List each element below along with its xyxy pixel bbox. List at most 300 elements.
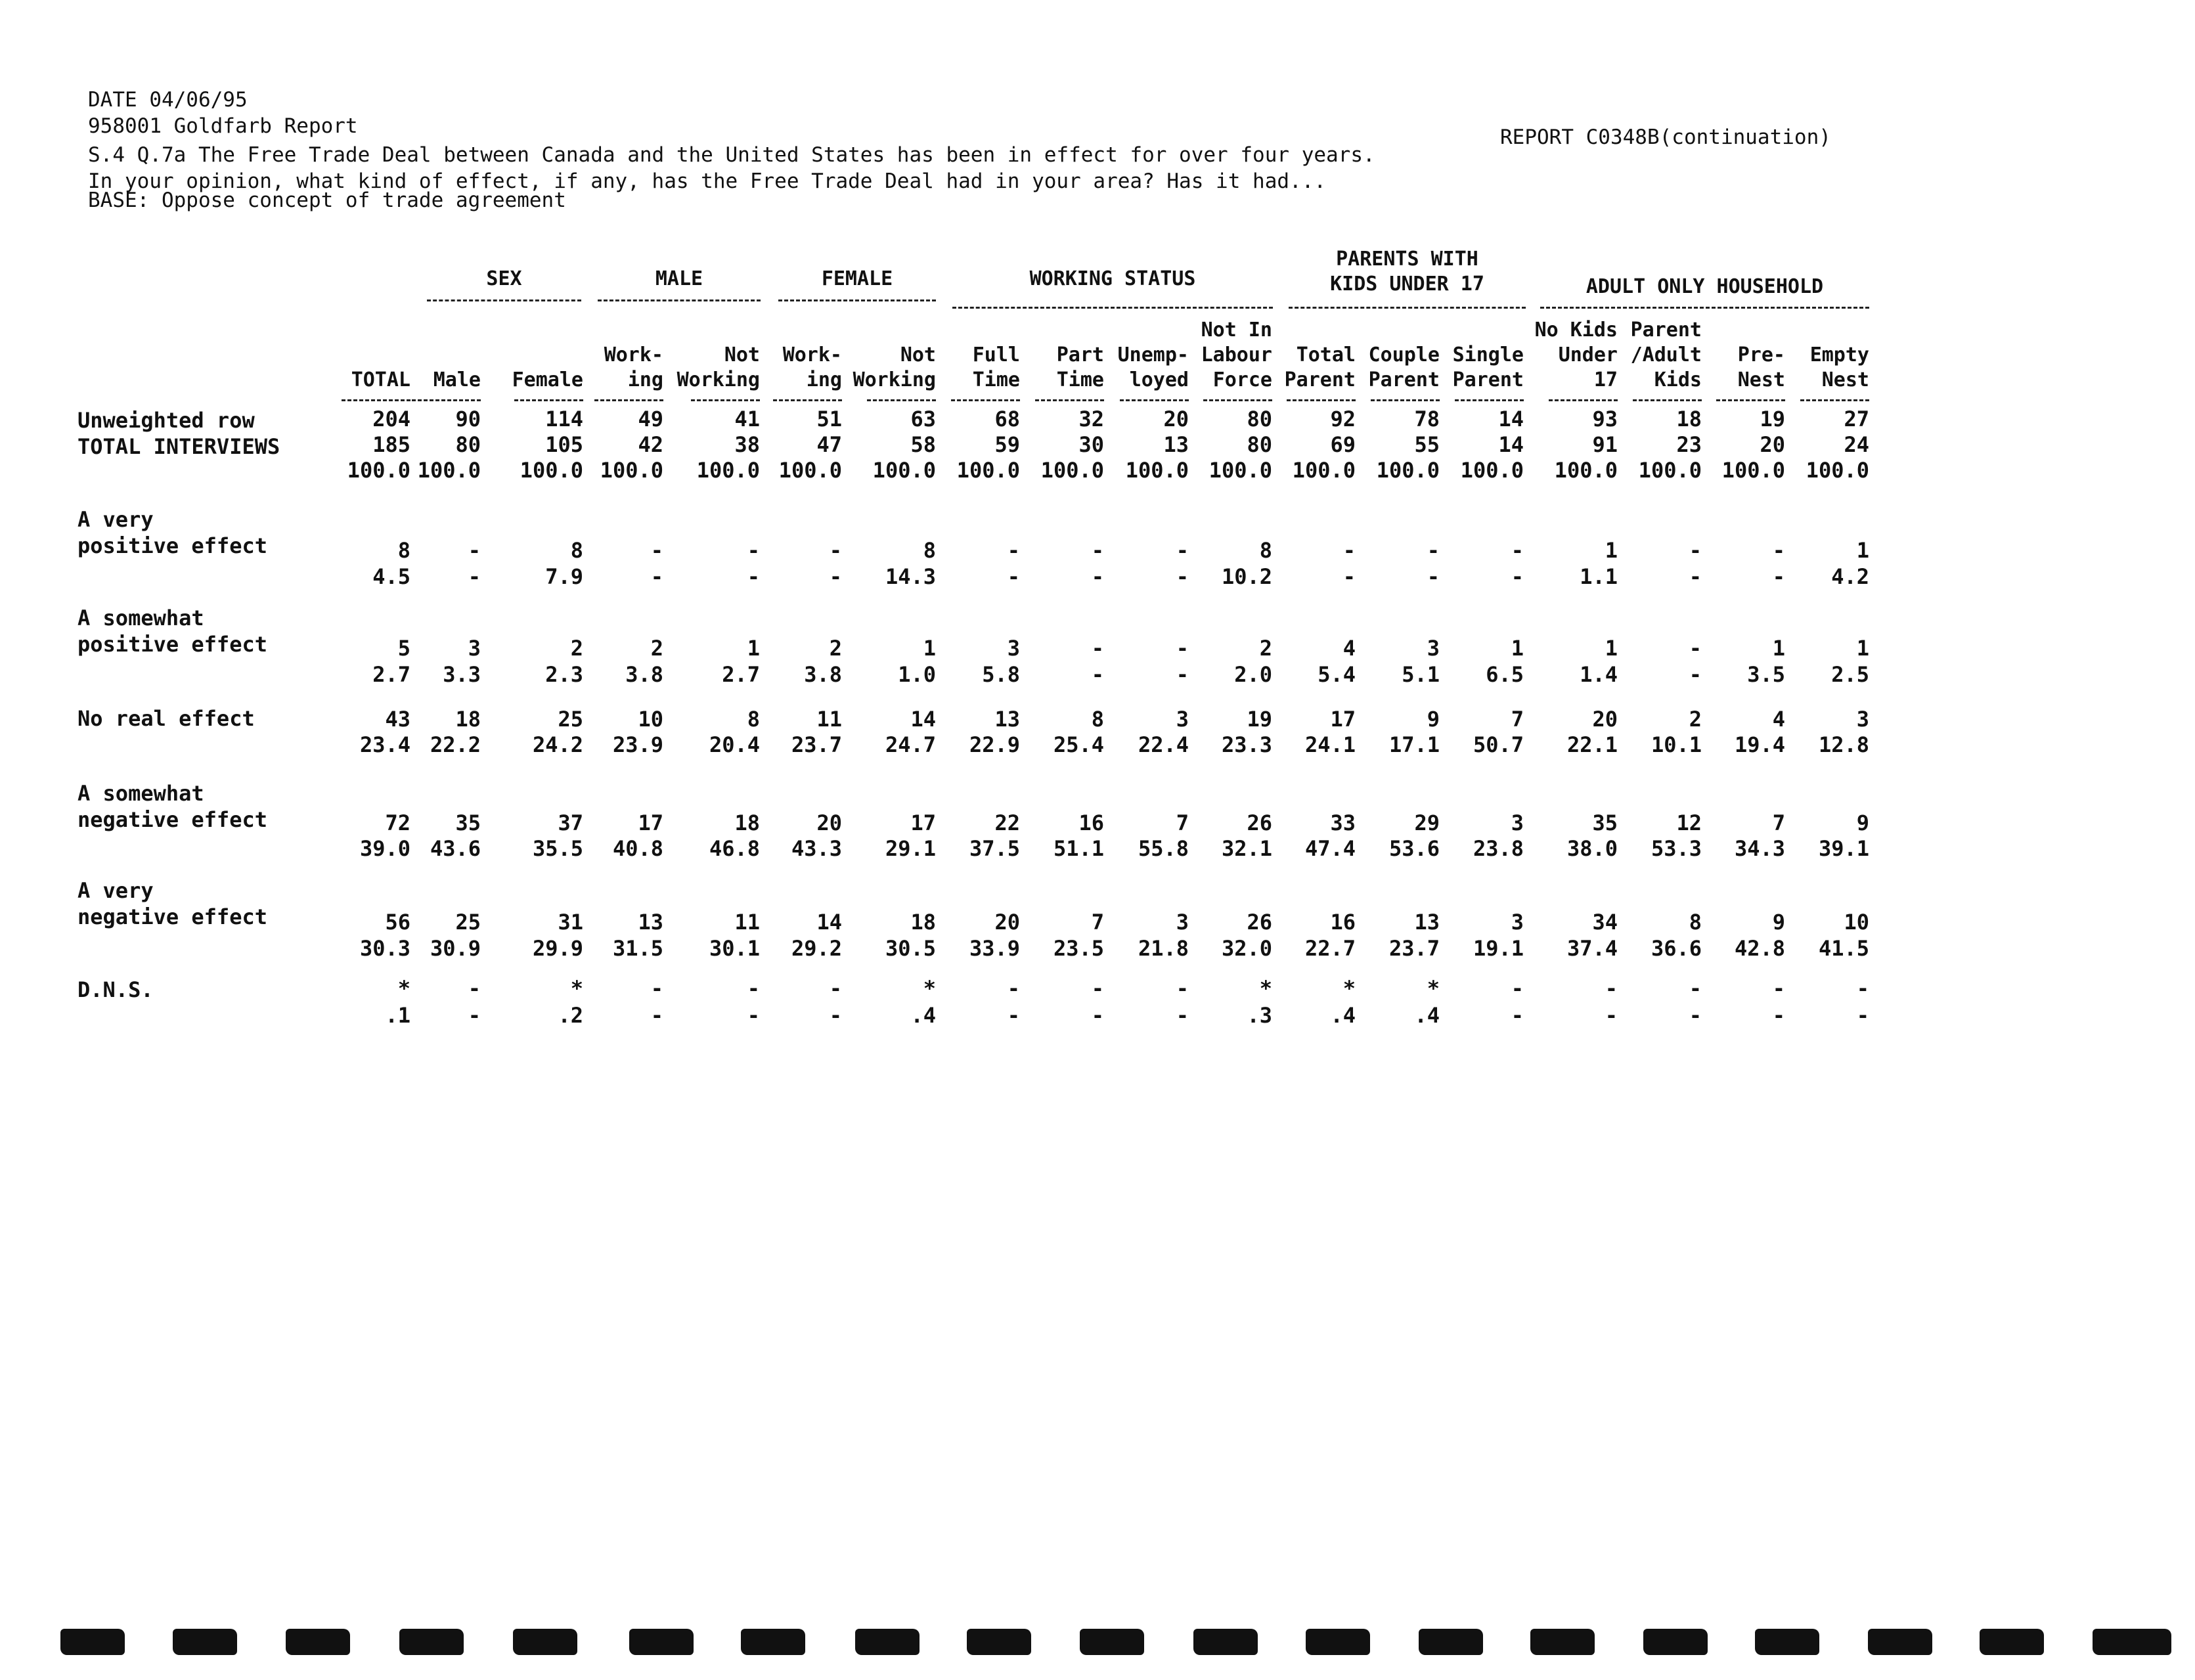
table-cell: 2 <box>1259 636 1272 661</box>
column-header-line: Nest <box>1737 368 1785 391</box>
table-cell: 2.7 <box>372 662 410 687</box>
column-header-line: Not <box>900 343 936 366</box>
column-header-line: No Kids <box>1534 319 1618 342</box>
table-cell: 2 <box>650 636 663 661</box>
table-cell: - <box>1427 538 1440 563</box>
table-cell: 34 <box>1592 910 1618 935</box>
table-cell: 37 <box>558 810 583 835</box>
table-cell: 80 <box>455 432 481 457</box>
table-cell: 30.5 <box>885 936 936 961</box>
table-cell: - <box>650 1003 663 1028</box>
table-cell: 23.9 <box>612 732 663 757</box>
table-cell: 13 <box>994 707 1020 732</box>
table-cell: - <box>468 1003 481 1028</box>
table-cell: - <box>1689 538 1702 563</box>
row-label-line: positive effect <box>78 533 267 558</box>
table-cell: 14 <box>910 707 936 732</box>
table-cell: 42.8 <box>1734 936 1785 961</box>
row-label <box>78 877 267 930</box>
table-cell: - <box>1689 636 1702 661</box>
binding-mark <box>1530 1629 1595 1655</box>
table-cell: * <box>570 976 583 1001</box>
table-cell: 1.1 <box>1580 564 1618 589</box>
group-header: MALE <box>655 267 703 290</box>
table-cell: 1 <box>1772 636 1785 661</box>
binding-mark <box>1868 1629 1932 1655</box>
table-cell: 80 <box>1247 432 1272 457</box>
table-cell: 30.9 <box>430 936 481 961</box>
column-header-line: Pre- <box>1737 343 1785 366</box>
table-cell: 19 <box>1247 707 1272 732</box>
row-label <box>78 705 255 732</box>
table-cell: 19.1 <box>1473 936 1524 961</box>
table-cell: 2 <box>829 636 842 661</box>
table-cell: 8 <box>747 707 760 732</box>
question-line-1: S.4 Q.7a The Free Trade Deal between Canada and the United States has been in effect for over four years. <box>88 143 1375 167</box>
group-header: ADULT ONLY HOUSEHOLD <box>1585 275 1824 298</box>
table-cell: 5 <box>397 636 410 661</box>
table-cell: 204 <box>372 407 410 431</box>
table-cell: 41.5 <box>1818 936 1869 961</box>
table-cell: 8 <box>1689 910 1702 935</box>
table-cell: * <box>397 976 410 1001</box>
table-cell: 23.4 <box>359 732 410 757</box>
table-cell: 35.5 <box>532 836 583 861</box>
table-cell: 8 <box>1259 538 1272 563</box>
table-cell: * <box>923 976 936 1001</box>
table-cell: 26 <box>1247 810 1272 835</box>
table-cell: 13 <box>1414 910 1440 935</box>
table-cell: - <box>1176 538 1189 563</box>
column-header-line: Single <box>1452 343 1524 366</box>
table-cell: 22.9 <box>969 732 1020 757</box>
column-header-line: Force <box>1212 368 1272 391</box>
row-label-line: A somewhat <box>78 781 204 806</box>
table-cell: 100.0 <box>1125 458 1189 483</box>
binding-mark <box>286 1629 350 1655</box>
table-cell: .4 <box>910 1003 936 1028</box>
column-header-line: TOTAL <box>351 368 410 391</box>
table-cell: 3.3 <box>443 662 481 687</box>
table-cell: 2.0 <box>1234 662 1272 687</box>
table-cell: 11 <box>734 910 760 935</box>
table-cell: .2 <box>558 1003 583 1028</box>
table-cell: 32.0 <box>1221 936 1272 961</box>
table-cell: 92 <box>1330 407 1356 431</box>
table-cell: 31 <box>558 910 583 935</box>
report-id: REPORT C0348B(continuation) <box>1500 125 1831 149</box>
table-cell: 5.4 <box>1318 662 1356 687</box>
table-cell: 33.9 <box>969 936 1020 961</box>
table-cell: 42 <box>638 432 663 457</box>
table-cell: 100.0 <box>347 458 410 483</box>
table-cell: 17.1 <box>1388 732 1440 757</box>
table-cell: 14.3 <box>885 564 936 589</box>
table-cell: 49 <box>638 407 663 431</box>
table-cell: 17 <box>1330 707 1356 732</box>
table-cell: 29 <box>1414 810 1440 835</box>
table-cell: - <box>1427 564 1440 589</box>
column-header-rule <box>691 399 760 401</box>
column-header-line: Unemp- <box>1117 343 1189 366</box>
table-cell: - <box>1511 564 1524 589</box>
column-header-rule <box>1287 399 1356 401</box>
table-cell: - <box>1605 1003 1618 1028</box>
table-cell: - <box>747 564 760 589</box>
column-header-line: Time <box>1056 368 1104 391</box>
table-cell: 100.0 <box>1460 458 1524 483</box>
table-cell: 4.5 <box>372 564 410 589</box>
table-cell: 53.3 <box>1651 836 1702 861</box>
table-cell: 3 <box>1176 910 1189 935</box>
column-header-rule <box>1549 399 1618 401</box>
column-header-line: Work- <box>782 343 842 366</box>
table-cell: 38 <box>734 432 760 457</box>
table-cell: 23.7 <box>1388 936 1440 961</box>
column-header-line: Couple <box>1368 343 1440 366</box>
column-header-line <box>369 343 481 368</box>
table-cell: 7 <box>1511 707 1524 732</box>
binding-mark <box>1755 1629 1819 1655</box>
column-header-line: Not In <box>1201 319 1272 342</box>
table-cell: 51 <box>816 407 842 431</box>
table-cell: 7 <box>1772 810 1785 835</box>
row-label <box>78 605 267 657</box>
column-header-line: Part <box>1056 343 1104 366</box>
table-cell: 68 <box>994 407 1020 431</box>
table-cell: 38.0 <box>1566 836 1618 861</box>
table-cell: 63 <box>910 407 936 431</box>
table-cell: 100.0 <box>1208 458 1272 483</box>
binding-mark <box>1643 1629 1708 1655</box>
table-cell: 27 <box>1844 407 1869 431</box>
table-cell: - <box>650 538 663 563</box>
row-label <box>78 977 154 1003</box>
table-cell: 14 <box>1498 432 1524 457</box>
column-header-line: Work- <box>604 343 663 366</box>
table-cell: - <box>829 976 842 1001</box>
table-cell: * <box>1427 976 1440 1001</box>
column-header-line <box>369 318 481 343</box>
table-cell: 18 <box>455 707 481 732</box>
table-cell: 1 <box>1856 538 1869 563</box>
row-label-line: No real effect <box>78 706 255 731</box>
column-header-line: Nest <box>1821 368 1869 391</box>
table-cell: - <box>1856 1003 1869 1028</box>
table-cell: 10 <box>1844 910 1869 935</box>
column-header-line <box>552 318 663 343</box>
table-cell: 35 <box>1592 810 1618 835</box>
table-cell: - <box>1689 976 1702 1001</box>
table-cell: 3 <box>468 636 481 661</box>
table-cell: - <box>829 538 842 563</box>
table-cell: 17 <box>910 810 936 835</box>
column-header-line: ing <box>806 368 842 391</box>
table-cell: * <box>1259 976 1272 1001</box>
table-cell: 6.5 <box>1486 662 1524 687</box>
table-cell: 1.0 <box>898 662 936 687</box>
table-cell: 78 <box>1414 407 1440 431</box>
column-header-rule <box>867 399 936 401</box>
table-cell: 1 <box>1856 636 1869 661</box>
column-header-rule <box>1371 399 1440 401</box>
table-cell: 59 <box>994 432 1020 457</box>
table-cell: 3.5 <box>1747 662 1785 687</box>
table-cell: 29.9 <box>532 936 583 961</box>
column-header <box>1758 318 1869 393</box>
table-cell: 114 <box>545 407 583 431</box>
table-cell: 93 <box>1592 407 1618 431</box>
table-cell: 21.8 <box>1138 936 1189 961</box>
row-label-line: D.N.S. <box>78 977 154 1002</box>
table-cell: 100.0 <box>1638 458 1702 483</box>
table-cell: 24.1 <box>1304 732 1356 757</box>
binding-mark <box>2093 1629 2171 1655</box>
table-cell: - <box>1091 1003 1104 1028</box>
binding-mark <box>1980 1629 2044 1655</box>
table-cell: - <box>1342 564 1356 589</box>
table-cell: 100.0 <box>956 458 1020 483</box>
table-cell: 13 <box>1163 432 1189 457</box>
table-cell: 47 <box>816 432 842 457</box>
column-header-line: ing <box>627 368 663 391</box>
table-cell: 29.2 <box>791 936 842 961</box>
table-cell: - <box>1091 636 1104 661</box>
table-cell: 100.0 <box>1292 458 1356 483</box>
column-header-line: Labour <box>1201 343 1272 366</box>
table-cell: - <box>1007 538 1020 563</box>
table-cell: 4.2 <box>1831 564 1869 589</box>
table-cell: 22.2 <box>430 732 481 757</box>
table-cell: - <box>1511 976 1524 1001</box>
table-cell: 32.1 <box>1221 836 1272 861</box>
table-cell: 2.5 <box>1831 662 1869 687</box>
group-header: KIDS UNDER 17 <box>1330 273 1484 296</box>
table-cell: - <box>1176 564 1189 589</box>
column-header-rule <box>951 399 1020 401</box>
table-cell: 10 <box>638 707 663 732</box>
column-header-line: 17 <box>1593 368 1618 391</box>
table-cell: 3 <box>1511 810 1524 835</box>
table-cell: .1 <box>385 1003 410 1028</box>
table-cell: - <box>468 538 481 563</box>
table-cell: 22.4 <box>1138 732 1189 757</box>
table-cell: 12 <box>1676 810 1702 835</box>
table-cell: 3 <box>1511 910 1524 935</box>
table-cell: - <box>829 564 842 589</box>
column-header-line: /Adult <box>1630 343 1702 366</box>
table-cell: 105 <box>545 432 583 457</box>
row-label-line: positive effect <box>78 632 267 657</box>
column-header-rule <box>1716 399 1785 401</box>
table-cell: 26 <box>1247 910 1272 935</box>
table-cell: 24.7 <box>885 732 936 757</box>
group-underline <box>1289 307 1526 309</box>
row-label <box>78 506 267 559</box>
table-cell: 16 <box>1078 810 1104 835</box>
table-cell: - <box>747 538 760 563</box>
table-cell: 100.0 <box>417 458 481 483</box>
column-header-line: Full <box>972 343 1020 366</box>
table-cell: 2 <box>1689 707 1702 732</box>
table-cell: 100.0 <box>520 458 583 483</box>
table-cell: 13 <box>638 910 663 935</box>
table-cell: 20 <box>994 910 1020 935</box>
table-cell: - <box>650 564 663 589</box>
group-underline <box>778 299 936 301</box>
table-cell: 43.6 <box>430 836 481 861</box>
column-header-rule <box>594 399 663 401</box>
table-cell: 9 <box>1427 707 1440 732</box>
table-cell: 5.1 <box>1402 662 1440 687</box>
table-cell: 37.5 <box>969 836 1020 861</box>
table-cell: - <box>1689 564 1702 589</box>
table-cell: 30 <box>1078 432 1104 457</box>
table-cell: 43.3 <box>791 836 842 861</box>
table-cell: 35 <box>455 810 481 835</box>
table-cell: 10.2 <box>1221 564 1272 589</box>
table-cell: .4 <box>1330 1003 1356 1028</box>
binding-mark <box>513 1629 577 1655</box>
table-cell: 14 <box>816 910 842 935</box>
binding-mark <box>1080 1629 1144 1655</box>
table-cell: 8 <box>570 538 583 563</box>
row-label-line: A very <box>78 507 154 532</box>
table-cell: 23.3 <box>1221 732 1272 757</box>
table-cell: - <box>1091 976 1104 1001</box>
table-cell: 2.3 <box>545 662 583 687</box>
binding-mark <box>1419 1629 1483 1655</box>
column-header-line: Parent <box>1284 368 1356 391</box>
table-cell: - <box>1511 1003 1524 1028</box>
table-cell: 51.1 <box>1053 836 1104 861</box>
group-header: SEX <box>486 267 522 290</box>
table-cell: 56 <box>385 910 410 935</box>
table-cell: - <box>1176 976 1189 1001</box>
table-cell: 100.0 <box>1721 458 1785 483</box>
binding-mark <box>1193 1629 1258 1655</box>
table-cell: 58 <box>910 432 936 457</box>
table-cell: 41 <box>734 407 760 431</box>
table-cell: 32 <box>1078 407 1104 431</box>
table-cell: 2.7 <box>722 662 760 687</box>
column-header-line: Parent <box>1630 319 1702 342</box>
table-cell: 1 <box>1605 636 1618 661</box>
table-cell: 3 <box>1007 636 1020 661</box>
table-cell: 55.8 <box>1138 836 1189 861</box>
table-cell: 55 <box>1414 432 1440 457</box>
binding-mark <box>855 1629 920 1655</box>
column-header-line <box>1758 318 1869 343</box>
table-cell: 17 <box>638 810 663 835</box>
table-cell: 1 <box>1605 538 1618 563</box>
table-cell: - <box>1176 636 1189 661</box>
table-cell: 7.9 <box>545 564 583 589</box>
report-name: 958001 Goldfarb Report <box>88 114 358 138</box>
table-cell: 19 <box>1760 407 1785 431</box>
table-cell: * <box>1342 976 1356 1001</box>
table-cell: 25.4 <box>1053 732 1104 757</box>
table-cell: .3 <box>1247 1003 1272 1028</box>
column-header-line: Under <box>1558 343 1618 366</box>
table-cell: - <box>1772 976 1785 1001</box>
table-cell: - <box>1091 564 1104 589</box>
table-cell: 16 <box>1330 910 1356 935</box>
table-cell: - <box>1856 976 1869 1001</box>
table-cell: 31.5 <box>612 936 663 961</box>
row-label-line: negative effect <box>78 807 267 832</box>
table-cell: 20 <box>1760 432 1785 457</box>
column-header-line: Female <box>512 368 583 391</box>
table-cell: - <box>829 1003 842 1028</box>
binding-mark <box>741 1629 805 1655</box>
table-cell: - <box>1091 538 1104 563</box>
column-header-line: Empty <box>1809 343 1869 366</box>
table-cell: - <box>1091 662 1104 687</box>
table-cell: 100.0 <box>778 458 842 483</box>
table-cell: - <box>1176 1003 1189 1028</box>
table-cell: 100.0 <box>1040 458 1104 483</box>
column-header-line: loyed <box>1129 368 1189 391</box>
row-label-line: TOTAL INTERVIEWS <box>78 434 280 459</box>
table-cell: 3.8 <box>804 662 842 687</box>
table-cell: 4 <box>1342 636 1356 661</box>
table-cell: 4 <box>1772 707 1785 732</box>
table-cell: 36.6 <box>1651 936 1702 961</box>
table-cell: - <box>468 976 481 1001</box>
table-cell: 29.1 <box>885 836 936 861</box>
table-cell: 46.8 <box>709 836 760 861</box>
column-header-rule <box>773 399 842 401</box>
table-cell: - <box>1605 976 1618 1001</box>
table-cell: 8 <box>923 538 936 563</box>
binding-mark <box>60 1629 125 1655</box>
table-cell: 100.0 <box>1376 458 1440 483</box>
table-cell: .4 <box>1414 1003 1440 1028</box>
row-label-line: negative effect <box>78 904 267 929</box>
column-header <box>552 318 663 393</box>
table-cell: 20 <box>1592 707 1618 732</box>
group-header: FEMALE <box>821 267 893 290</box>
table-cell: 24.2 <box>532 732 583 757</box>
table-cell: 91 <box>1592 432 1618 457</box>
group-underline <box>952 307 1273 309</box>
table-cell: - <box>1007 976 1020 1001</box>
column-header-rule <box>1035 399 1104 401</box>
table-cell: 39.1 <box>1818 836 1869 861</box>
table-cell: 69 <box>1330 432 1356 457</box>
table-cell: 11 <box>816 707 842 732</box>
table-cell: 24 <box>1844 432 1869 457</box>
table-cell: 23.7 <box>791 732 842 757</box>
table-cell: 9 <box>1772 910 1785 935</box>
table-cell: 1.4 <box>1580 662 1618 687</box>
table-cell: 39.0 <box>359 836 410 861</box>
table-cell: 22.1 <box>1566 732 1618 757</box>
table-cell: 20.4 <box>709 732 760 757</box>
table-cell: 19.4 <box>1734 732 1785 757</box>
table-cell: 5.8 <box>982 662 1020 687</box>
column-header-line: Working <box>676 368 760 391</box>
table-cell: 25 <box>455 910 481 935</box>
table-cell: - <box>747 976 760 1001</box>
table-cell: 8 <box>397 538 410 563</box>
table-cell: - <box>1511 538 1524 563</box>
table-cell: - <box>1007 564 1020 589</box>
table-cell: 40.8 <box>612 836 663 861</box>
column-header-rule <box>1800 399 1869 401</box>
table-cell: - <box>1689 662 1702 687</box>
